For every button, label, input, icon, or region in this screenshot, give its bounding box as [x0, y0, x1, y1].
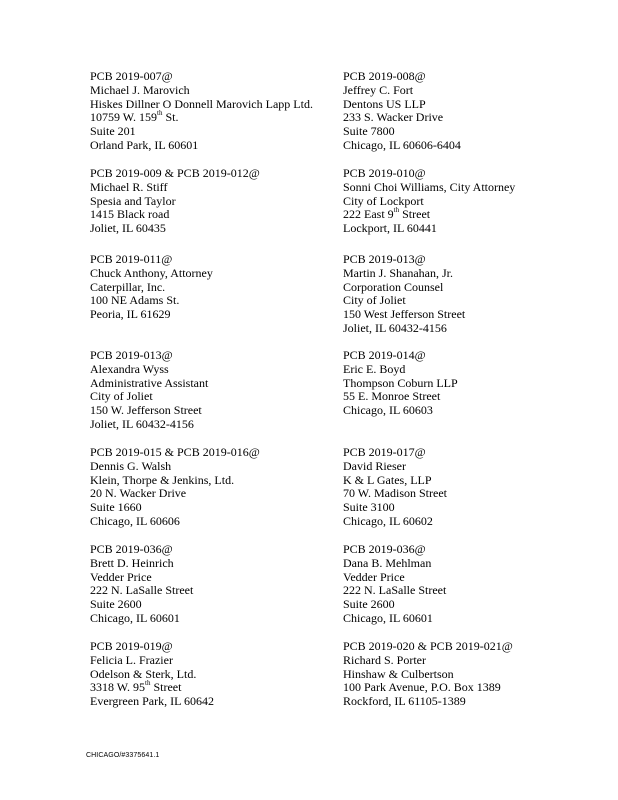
case-number: PCB 2019-017@ — [343, 445, 426, 459]
address-line: Joliet, IL 60435 — [90, 221, 166, 236]
address-line: Hinshaw & Culbertson — [343, 666, 454, 681]
left-address-block — [90, 253, 213, 322]
address-line: Chicago, IL 60603 — [343, 403, 433, 418]
case-number: PCB 2019-007@ — [90, 69, 173, 83]
left-address-block — [90, 446, 260, 529]
address-line: 222 East 9th Street — [343, 206, 431, 222]
case-number: PCB 2019-009 & PCB 2019-012@ — [90, 166, 260, 180]
address-line: Joliet, IL 60432-4156 — [343, 320, 447, 335]
address-line: Evergreen Park, IL 60642 — [90, 694, 214, 709]
address-line: City of Joliet — [90, 389, 153, 404]
address-line: Joliet, IL 60432-4156 — [90, 416, 194, 431]
contact-name: Michael J. Marovich — [90, 82, 190, 97]
address-line: City of Lockport — [343, 193, 424, 208]
address-line: 233 S. Wacker Drive — [343, 110, 444, 125]
address-line: Rockford, IL 61105-1389 — [343, 694, 466, 709]
contact-name: Dana B. Mehlman — [343, 555, 432, 570]
address-line: Chicago, IL 60602 — [343, 513, 433, 528]
address-line: 222 N. LaSalle Street — [343, 583, 447, 598]
address-line: Suite 2600 — [343, 597, 395, 612]
address-line: 70 W. Madison Street — [343, 486, 447, 501]
address-line: Suite 1660 — [90, 500, 142, 515]
address-line: Thompson Coburn LLP — [343, 375, 458, 390]
right-address-block — [343, 167, 515, 236]
contact-name: Alexandra Wyss — [90, 361, 169, 376]
address-line: Hiskes Dillner O Donnell Marovich Lapp Ltd. — [90, 96, 313, 111]
address-line: 1415 Black road — [90, 207, 170, 222]
address-line: 150 W. Jefferson Street — [90, 403, 202, 418]
address-line: 100 Park Avenue, P.O. Box 1389 — [343, 680, 501, 695]
address-line: Chicago, IL 60601 — [90, 610, 180, 625]
address-line: Suite 201 — [90, 124, 136, 139]
right-address-block — [343, 349, 458, 418]
case-number: PCB 2019-013@ — [90, 348, 173, 362]
address-line: Administrative Assistant — [90, 375, 209, 390]
case-number: PCB 2019-011@ — [90, 252, 173, 266]
address-line: 10759 W. 159th St. — [90, 109, 179, 125]
case-number: PCB 2019-015 & PCB 2019-016@ — [90, 445, 260, 459]
contact-name: Eric E. Boyd — [343, 361, 406, 376]
right-address-block — [343, 446, 447, 529]
address-line: Dentons US LLP — [343, 96, 426, 111]
address-line: Spesia and Taylor — [90, 193, 176, 208]
contact-name: Richard S. Porter — [343, 652, 426, 667]
case-number: PCB 2019-020 & PCB 2019-021@ — [343, 639, 513, 653]
right-address-block — [343, 640, 513, 709]
contact-name: Chuck Anthony, Attorney — [90, 265, 213, 280]
case-number: PCB 2019-036@ — [90, 542, 173, 556]
address-line: Chicago, IL 60601 — [343, 610, 433, 625]
right-address-block — [343, 543, 446, 626]
case-number: PCB 2019-008@ — [343, 69, 426, 83]
left-address-block — [90, 640, 214, 709]
address-line: 150 West Jefferson Street — [343, 307, 466, 322]
case-number: PCB 2019-036@ — [343, 542, 426, 556]
contact-name: Sonni Choi Williams, City Attorney — [343, 179, 516, 194]
contact-name: David Rieser — [343, 458, 406, 473]
address-line: 3318 W. 95th Street — [90, 679, 182, 695]
address-line: Odelson & Sterk, Ltd. — [90, 666, 197, 681]
left-address-block — [90, 543, 193, 626]
address-line: Suite 2600 — [90, 597, 142, 612]
case-number: PCB 2019-010@ — [343, 166, 426, 180]
address-line: Chicago, IL 60606 — [90, 513, 180, 528]
contact-name: Michael R. Stiff — [90, 179, 168, 194]
case-number: PCB 2019-013@ — [343, 252, 426, 266]
right-address-block — [343, 70, 461, 153]
contact-name: Brett D. Heinrich — [90, 555, 174, 570]
address-line: 100 NE Adams St. — [90, 293, 180, 308]
contact-name: Dennis G. Walsh — [90, 458, 172, 473]
address-line: 222 N. LaSalle Street — [90, 583, 194, 598]
address-line: Vedder Price — [90, 569, 152, 584]
address-line: Corporation Counsel — [343, 279, 444, 294]
case-number: PCB 2019-019@ — [90, 639, 173, 653]
address-line: 55 E. Monroe Street — [343, 389, 441, 404]
address-line: 20 N. Wacker Drive — [90, 486, 187, 501]
address-line: Lockport, IL 60441 — [343, 221, 437, 236]
address-line: City of Joliet — [343, 293, 406, 308]
address-line: K & L Gates, LLP — [343, 472, 432, 487]
contact-name: Felicia L. Frazier — [90, 652, 173, 667]
right-address-block — [343, 253, 465, 336]
address-line: Suite 3100 — [343, 500, 395, 515]
address-line: Chicago, IL 60606-6404 — [343, 137, 461, 152]
left-address-block — [90, 167, 260, 236]
contact-name: Martin J. Shanahan, Jr. — [343, 265, 453, 280]
address-line: Suite 7800 — [343, 124, 395, 139]
address-line: Peoria, IL 61629 — [90, 307, 171, 322]
left-address-block — [90, 70, 313, 153]
address-line: Orland Park, IL 60601 — [90, 137, 199, 152]
case-number: PCB 2019-014@ — [343, 348, 426, 362]
address-line: Klein, Thorpe & Jenkins, Ltd. — [90, 472, 235, 487]
left-address-block — [90, 349, 208, 432]
address-line: Caterpillar, Inc. — [90, 279, 166, 294]
contact-name: Jeffrey C. Fort — [343, 82, 414, 97]
address-line: Vedder Price — [343, 569, 405, 584]
document-footer-id: CHICAGO/#3375641.1 — [86, 752, 160, 759]
